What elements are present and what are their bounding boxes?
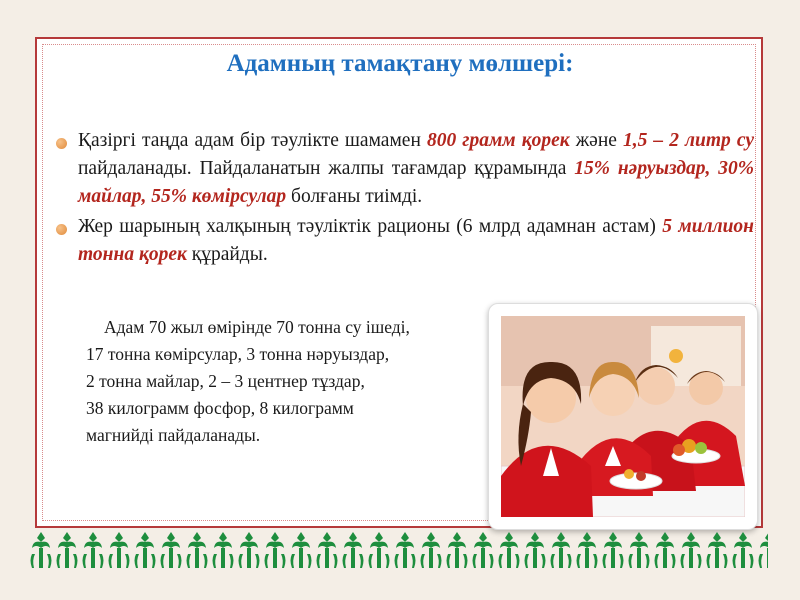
bullet-2-highlight-1: 5 миллион тонна қорек xyxy=(78,216,755,265)
photo-frame xyxy=(488,303,758,530)
bullet-1-text-4: болғаны тиімді. xyxy=(286,186,423,207)
orange-dot-icon xyxy=(56,224,67,235)
extra-line: 38 килограмм фосфор, 8 килограмм xyxy=(86,398,354,418)
green-ornament-pattern xyxy=(28,530,768,572)
bullet-1-text-3: пайдаланады. Пайдаланатын жалпы тағамдар құрамында xyxy=(78,158,575,179)
extra-line: 2 тонна майлар, 2 – 3 центнер тұздар, xyxy=(86,371,365,391)
extra-line: Адам 70 жыл өмірінде 70 тонна су ішеді, xyxy=(104,317,410,337)
bullet-2-text-1: Жер шарының халқының тәуліктік рационы (6 млрд адамнан астам) xyxy=(78,216,663,237)
bullet-item-1 xyxy=(56,127,754,211)
bullet-2-text-2: құрайды. xyxy=(186,244,268,265)
extra-line: магнийді пайдаланады. xyxy=(86,425,261,445)
extra-text-block xyxy=(86,314,410,449)
bullet-1-highlight-3: 15% нәруыздар, 30% майлар, 55% көмірсулар xyxy=(78,158,755,207)
bullet-item-2 xyxy=(56,213,754,269)
bullet-1-text-1: Қазіргі таңда адам бір тәулікте шамамен xyxy=(78,130,427,151)
bullet-1-highlight-2: 1,5 – 2 литр су xyxy=(622,130,755,151)
children-eating-photo xyxy=(501,316,745,517)
orange-dot-icon xyxy=(56,138,67,149)
extra-line: 17 тонна көмірсулар, 3 тонна нәруыздар, xyxy=(86,344,390,364)
bullet-1-highlight-1: 800 грамм қорек xyxy=(426,130,570,151)
bullet-1-text-2: және xyxy=(569,130,623,151)
slide-title: Адамның тамақтану мөлшері: xyxy=(226,50,574,77)
bullet-list xyxy=(56,127,754,271)
